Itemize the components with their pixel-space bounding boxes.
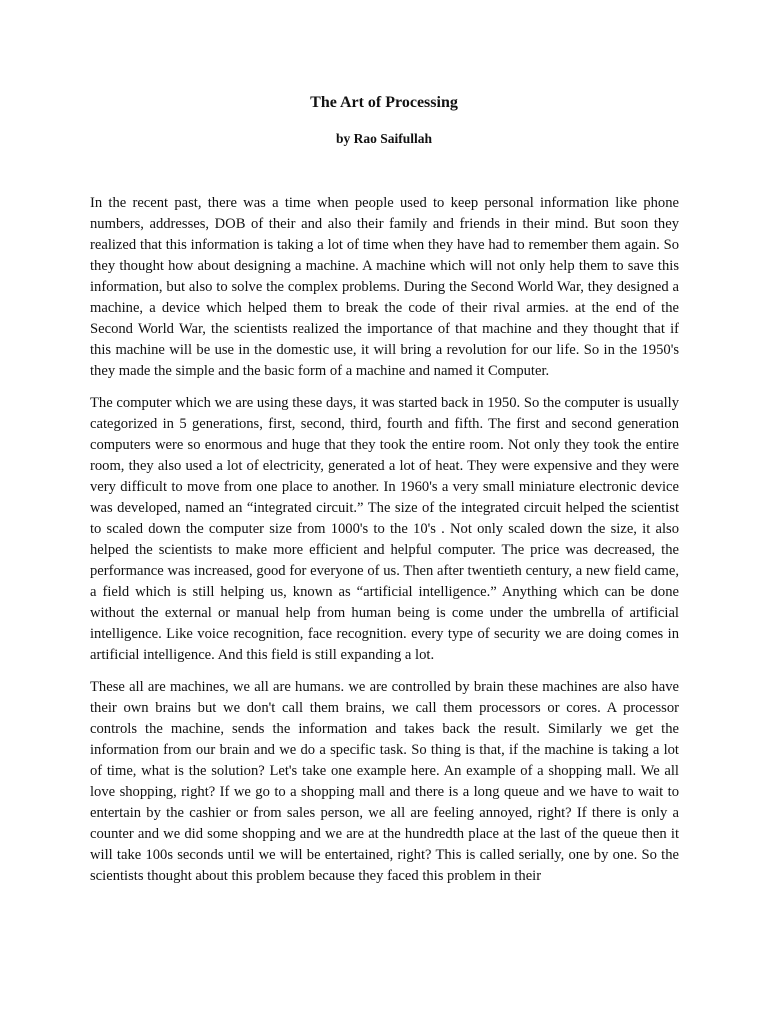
paragraph-3: These all are machines, we all are humans. we are controlled by brain these machines are also have their own brains but we don't call them brains, we call them processors or cores. A processor controls the machine, sends the information and takes back the result. Similarly we get the information from our brain and we do a specific task. So thing is that, if the machine is taking a lot of time, what is the solution? Let's take one example here. An example of a shopping mall. We all love shopping, right? If we go to a shopping mall and there is a long queue and we have to wait to entertain by the cashier or from sales person, we all are feeling annoyed, right? If there is only a counter and we did some shopping and we are at the hundredth place at the last of the queue then it will take 100s seconds until we will be entertained, right? This is called serially, one by one. So the scientists thought about this problem because they faced this problem in their — [90, 679, 679, 884]
paragraph-1: In the recent past, there was a time when people used to keep personal information like phone numbers, addresses, DOB of their and also their family and friends in their mind. But soon they realized that this information is taking a lot of time when they have had to remember them again. So they thought how about designing a machine. A machine which will not only help them to save this information, but also to solve the complex problems. During the Second World War, they designed a machine, a device which helped them to break the code of their rival armies. at the end of the Second World War, the scientists realized the importance of that machine and they thought that if this machine will be use in the domestic use, it will bring a revolution for our life. So in the 1950's they made the simple and the basic form of a machine and named it Computer. — [90, 195, 679, 379]
document-title: The Art of Processing — [310, 94, 458, 111]
paragraph-2: The computer which we are using these days, it was started back in 1950. So the computer is usually categorized in 5 generations, first, second, third, fourth and fifth. The first and second generation computers were so enormous and huge that they took the entire room. Not only they took the entire room, they also used a lot of electricity, generated a lot of heat. They were expensive and they were very difficult to move from one place to another. In 1960's a very small miniature electronic device was developed, named an “integrated circuit.” The size of the integrated circuit helped the scientist to scaled down the computer size from 1000's to the 10's . Not only scaled down the size, it also helped the scientists to make more efficient and helpful computer. The price was decreased, the performance was increased, good for everyone of us. Then after twentieth century, a new field came, a field which is still helping us, known as “artificial intelligence.” Anything which can be done without the external or manual help from human being is come under the umbrella of artificial intelligence. Like voice recognition, face recognition. every type of security we are doing comes in artificial intelligence. And this field is still expanding a lot. — [90, 395, 679, 663]
document-body — [90, 193, 679, 898]
document-author: by Rao Saifullah — [335, 131, 433, 146]
